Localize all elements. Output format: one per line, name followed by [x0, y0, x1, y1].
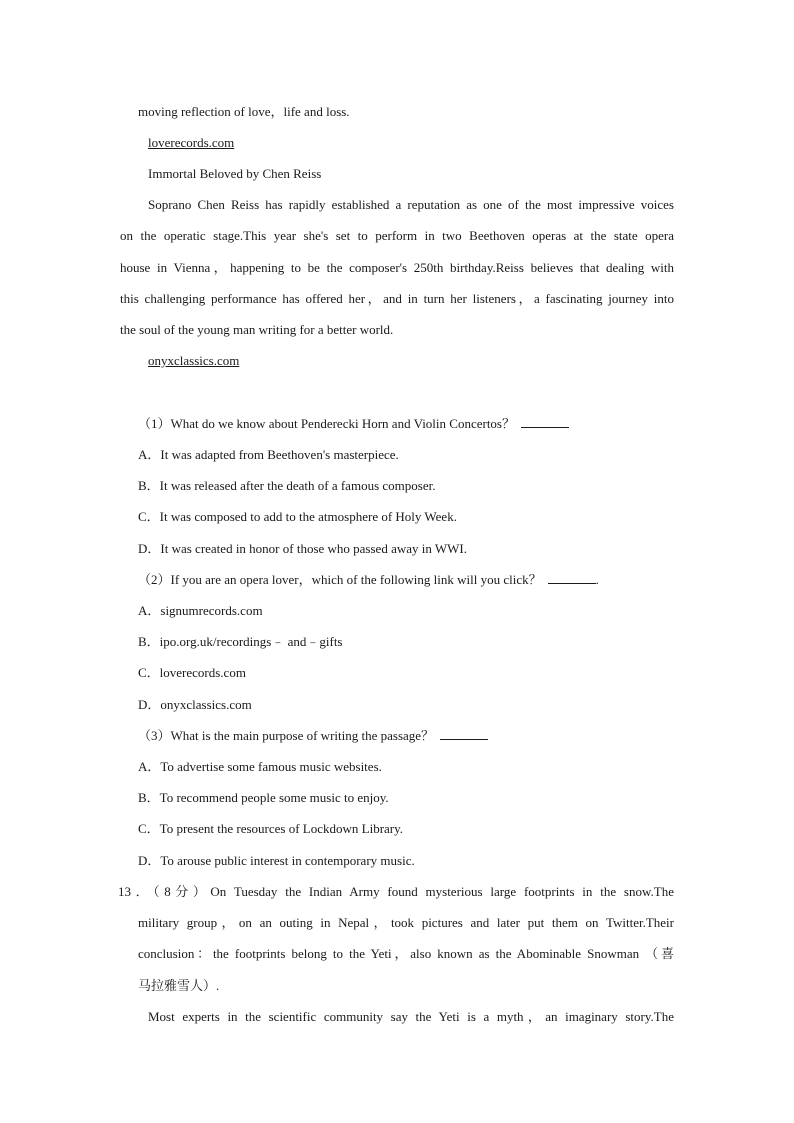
option-a: A．To advertise some famous music websites. [138, 759, 382, 774]
option-b: B．It was released after the death of a famous composer. [138, 478, 436, 493]
q13-line: 13．（8分）On Tuesday the Indian Army found mysterious large footprints in the snow.The [118, 884, 674, 899]
question-text: （2）If you are an opera lover，which of the following link will you click？ [138, 572, 542, 587]
question-stem [138, 728, 488, 744]
option-d: D．To arouse public interest in contemporary music. [138, 853, 415, 868]
question-stem [138, 572, 599, 588]
option-c: C．loverecords.com [138, 665, 246, 680]
option-c: C．To present the resources of Lockdown Library. [138, 821, 404, 836]
answer-blank[interactable] [521, 416, 569, 428]
album-title: Immortal Beloved by Chen Reiss [148, 166, 322, 181]
option-b: B．To recommend people some music to enjoy. [138, 790, 389, 805]
answer-blank[interactable] [440, 728, 488, 740]
passage-line: on the operatic stage.This year she's set to perform in two Beethoven operas at the state opera [120, 228, 674, 243]
q13-line: military group，on an outing in Nepal，took pictures and later put them on Twitter.Their [138, 915, 674, 930]
question-text: （1）What do we know about Penderecki Horn and Violin Concertos？ [138, 416, 515, 431]
question-stem [138, 416, 569, 432]
passage-line: Soprano Chen Reiss has rapidly established a reputation as one of the most impressive voices [148, 197, 674, 212]
option-d: D．It was created in honor of those who passed away in WWI. [138, 541, 467, 556]
passage-line: this challenging performance has offered her，and in turn her listeners，a fascinating journey into [120, 291, 674, 306]
option-a: A．It was adapted from Beethoven's masterpiece. [138, 447, 399, 462]
option-c: C．It was composed to add to the atmosphere of Holy Week. [138, 509, 457, 524]
option-b: B．ipo.org.uk/recordings﹣ and﹣gifts [138, 634, 343, 649]
question-text: （3）What is the main purpose of writing the passage？ [138, 728, 435, 743]
link-onyxclassics[interactable]: onyxclassics.com [148, 353, 240, 368]
q13-line: Most experts in the scientific community say the Yeti is a myth，an imaginary story.The [148, 1009, 674, 1024]
passage-line: house in Vienna，happening to be the composer's 250th birthday.Reiss believes that dealing with [120, 260, 674, 275]
option-a: A．signumrecords.com [138, 603, 263, 618]
passage-line: the soul of the young man writing for a better world. [120, 322, 394, 337]
answer-blank[interactable] [548, 572, 596, 584]
option-d: D．onyxclassics.com [138, 697, 252, 712]
link-loverecords[interactable]: loverecords.com [148, 135, 235, 150]
passage-line: moving reflection of love，life and loss. [138, 104, 350, 119]
question-end: . [595, 572, 599, 587]
q13-line: 马拉雅雪人）. [138, 978, 220, 993]
q13-line: conclusion：the footprints belong to the Yeti，also known as the Abominable Snowman （喜 [138, 946, 674, 961]
